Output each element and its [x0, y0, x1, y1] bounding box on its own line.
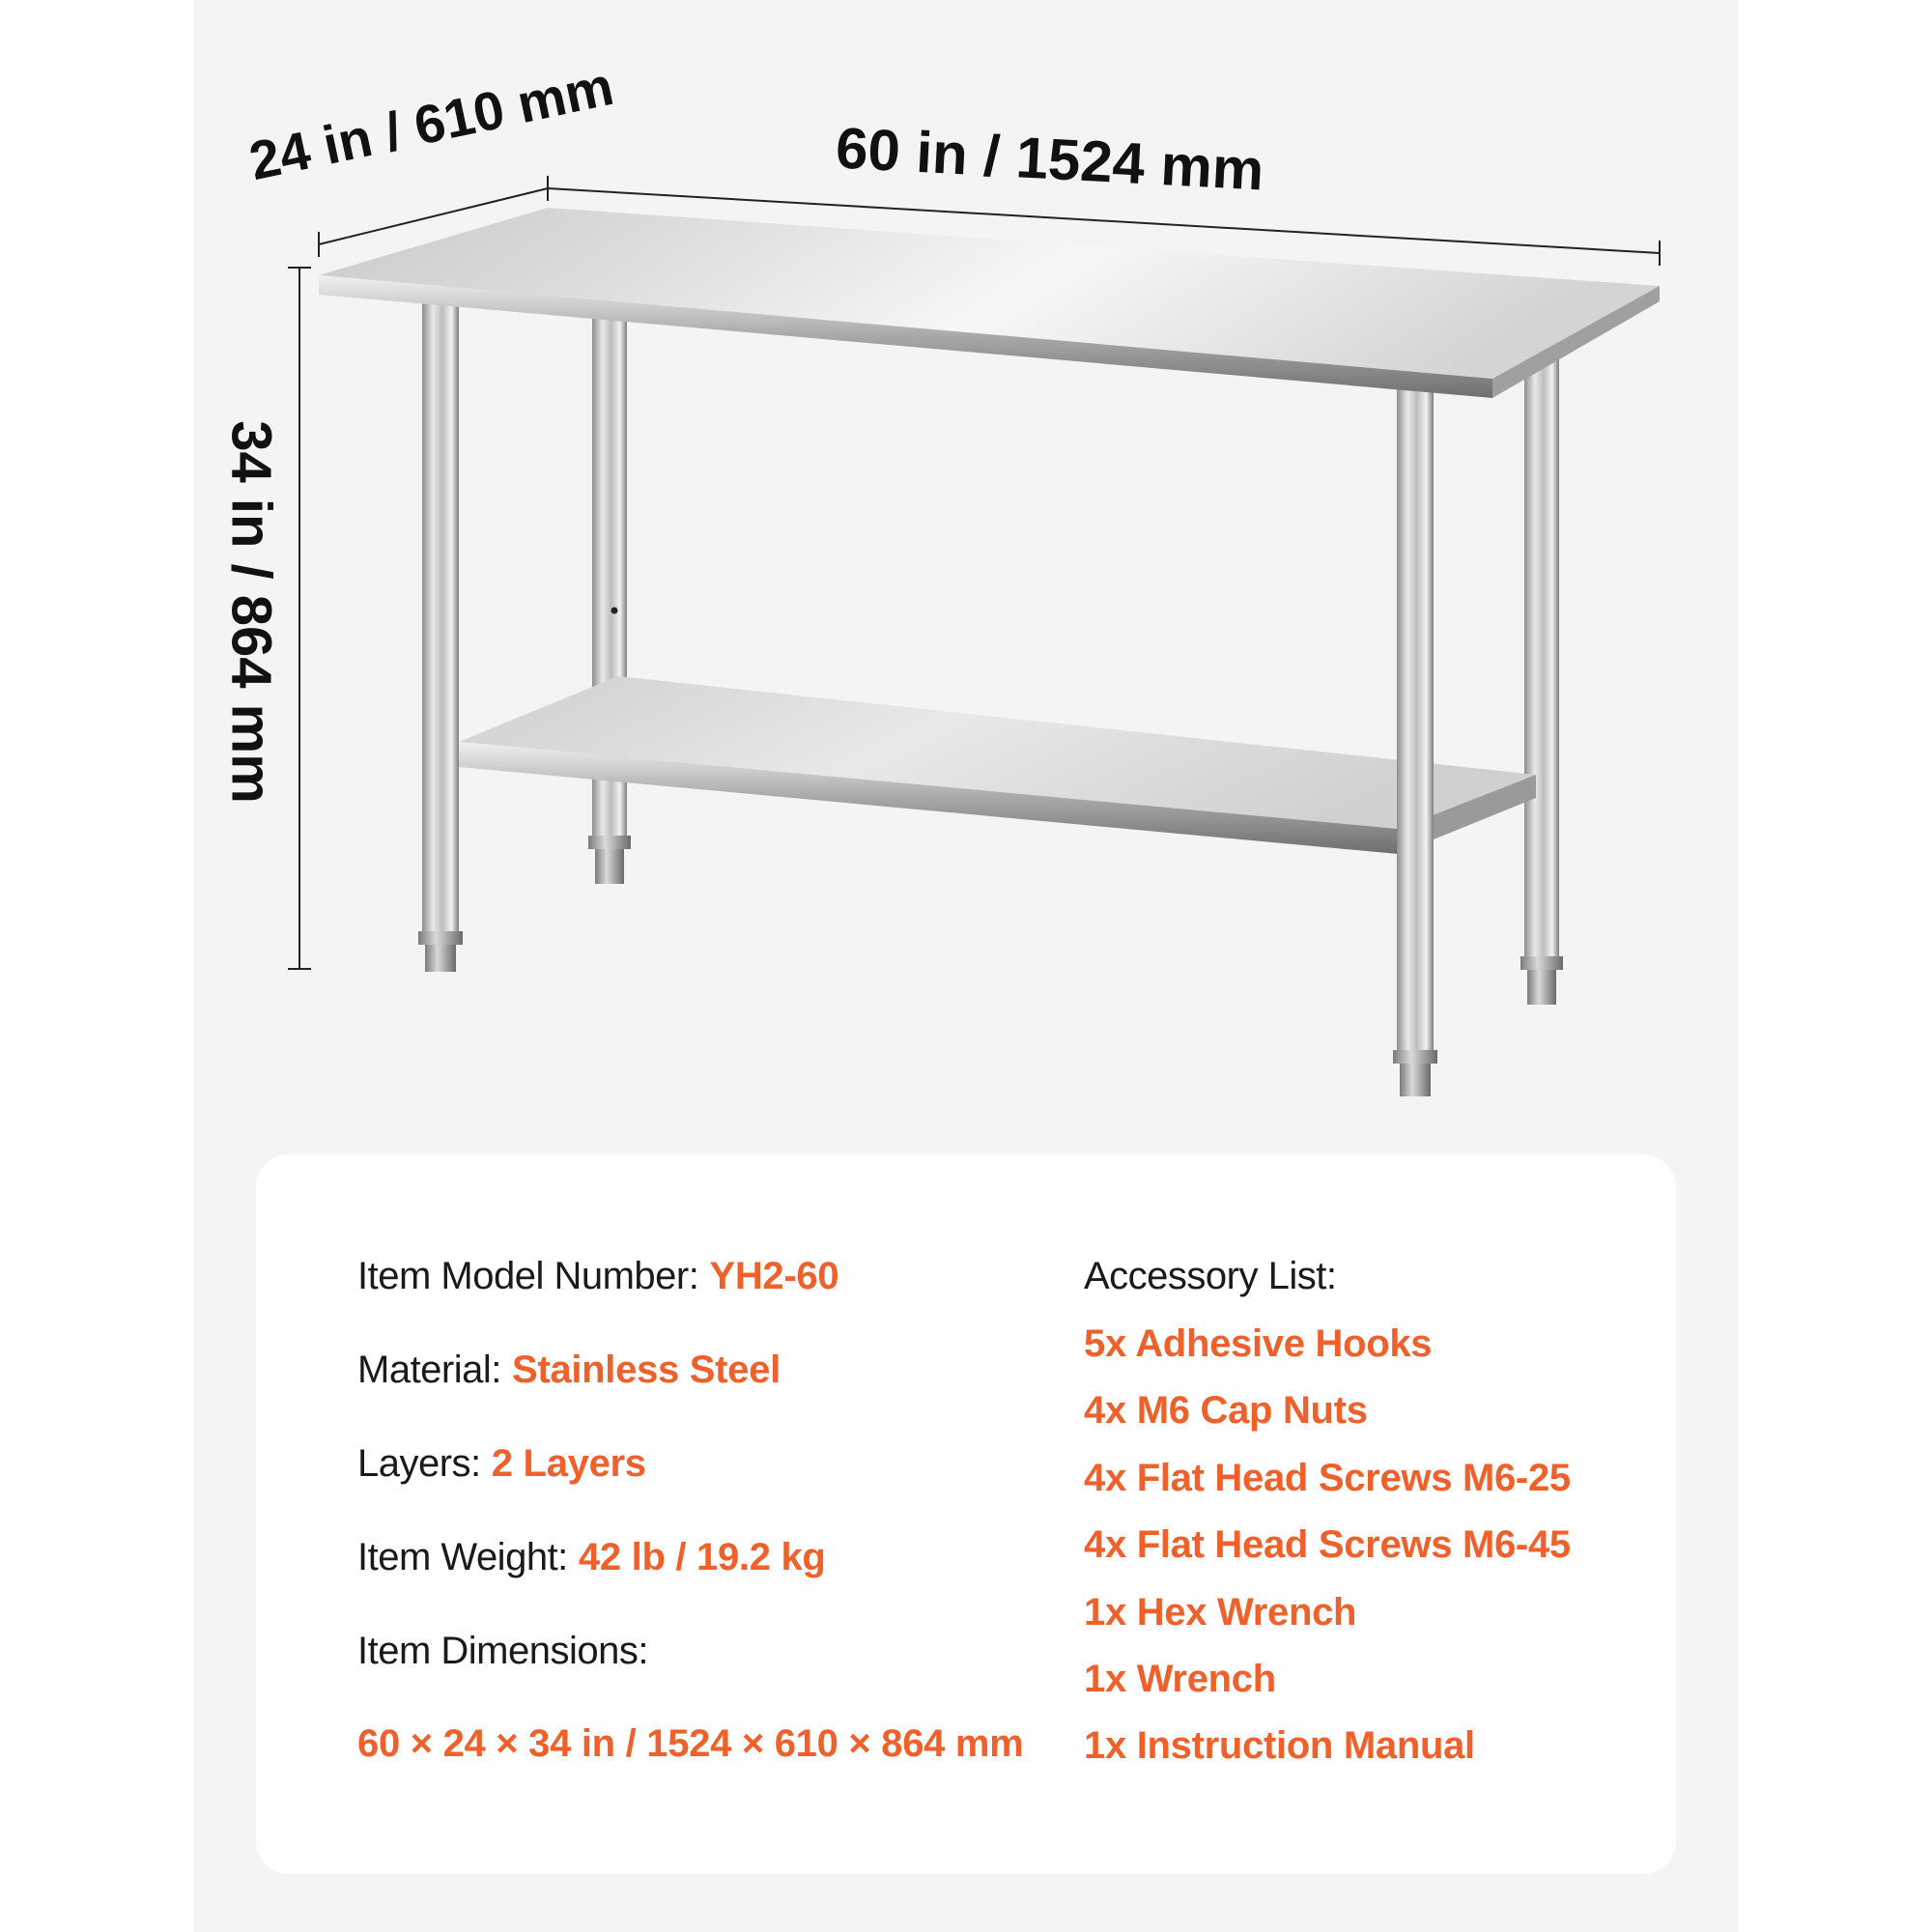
- width-dimension-label: 60 in / 1524 mm: [834, 115, 1266, 203]
- spec-dimensions-value-line: [357, 1722, 1023, 1766]
- spec-model-value: YH2-60: [709, 1255, 839, 1297]
- back-right-leg: [1520, 348, 1563, 1005]
- accessory-item: 1x Instruction Manual: [1084, 1724, 1475, 1767]
- front-right-leg: [1393, 379, 1437, 1096]
- spec-material-value: Stainless Steel: [512, 1349, 781, 1391]
- height-dimension-label: 34 in / 864 mm: [219, 420, 283, 804]
- spec-material-label: Material:: [357, 1349, 501, 1391]
- front-left-leg: [418, 298, 463, 972]
- accessory-item: 4x Flat Head Screws M6-25: [1084, 1457, 1571, 1499]
- accessory-item: 5x Adhesive Hooks: [1084, 1322, 1433, 1365]
- spec-material: [357, 1349, 781, 1392]
- depth-dimension-label: 24 in / 610 mm: [243, 54, 619, 192]
- accessory-title-label: Accessory List:: [1084, 1255, 1337, 1297]
- spec-dimensions: [357, 1630, 648, 1673]
- spec-layers-value: 2 Layers: [491, 1442, 646, 1485]
- table-top: [319, 208, 1660, 398]
- spec-weight-value: 42 lb / 19.2 kg: [578, 1536, 826, 1578]
- spec-weight-label: Item Weight:: [357, 1536, 568, 1578]
- accessory-item: 4x Flat Head Screws M6-45: [1084, 1523, 1571, 1566]
- accessory-item: 1x Hex Wrench: [1084, 1591, 1357, 1634]
- back-left-leg: [588, 314, 631, 884]
- spec-dimensions-value: 60 × 24 × 34 in / 1524 × 610 × 864 mm: [357, 1722, 1024, 1765]
- spec-layers: [357, 1442, 646, 1486]
- spec-layers-label: Layers:: [357, 1442, 481, 1485]
- accessory-list-title: [1084, 1255, 1336, 1298]
- spec-model-label: Item Model Number:: [357, 1255, 699, 1297]
- spec-dimensions-label: Item Dimensions:: [357, 1630, 648, 1672]
- spec-card: [256, 1154, 1676, 1874]
- spec-model: [357, 1255, 838, 1298]
- accessory-item: 4x M6 Cap Nuts: [1084, 1389, 1368, 1432]
- accessory-item: 1x Wrench: [1084, 1658, 1276, 1700]
- spec-weight: [357, 1536, 826, 1579]
